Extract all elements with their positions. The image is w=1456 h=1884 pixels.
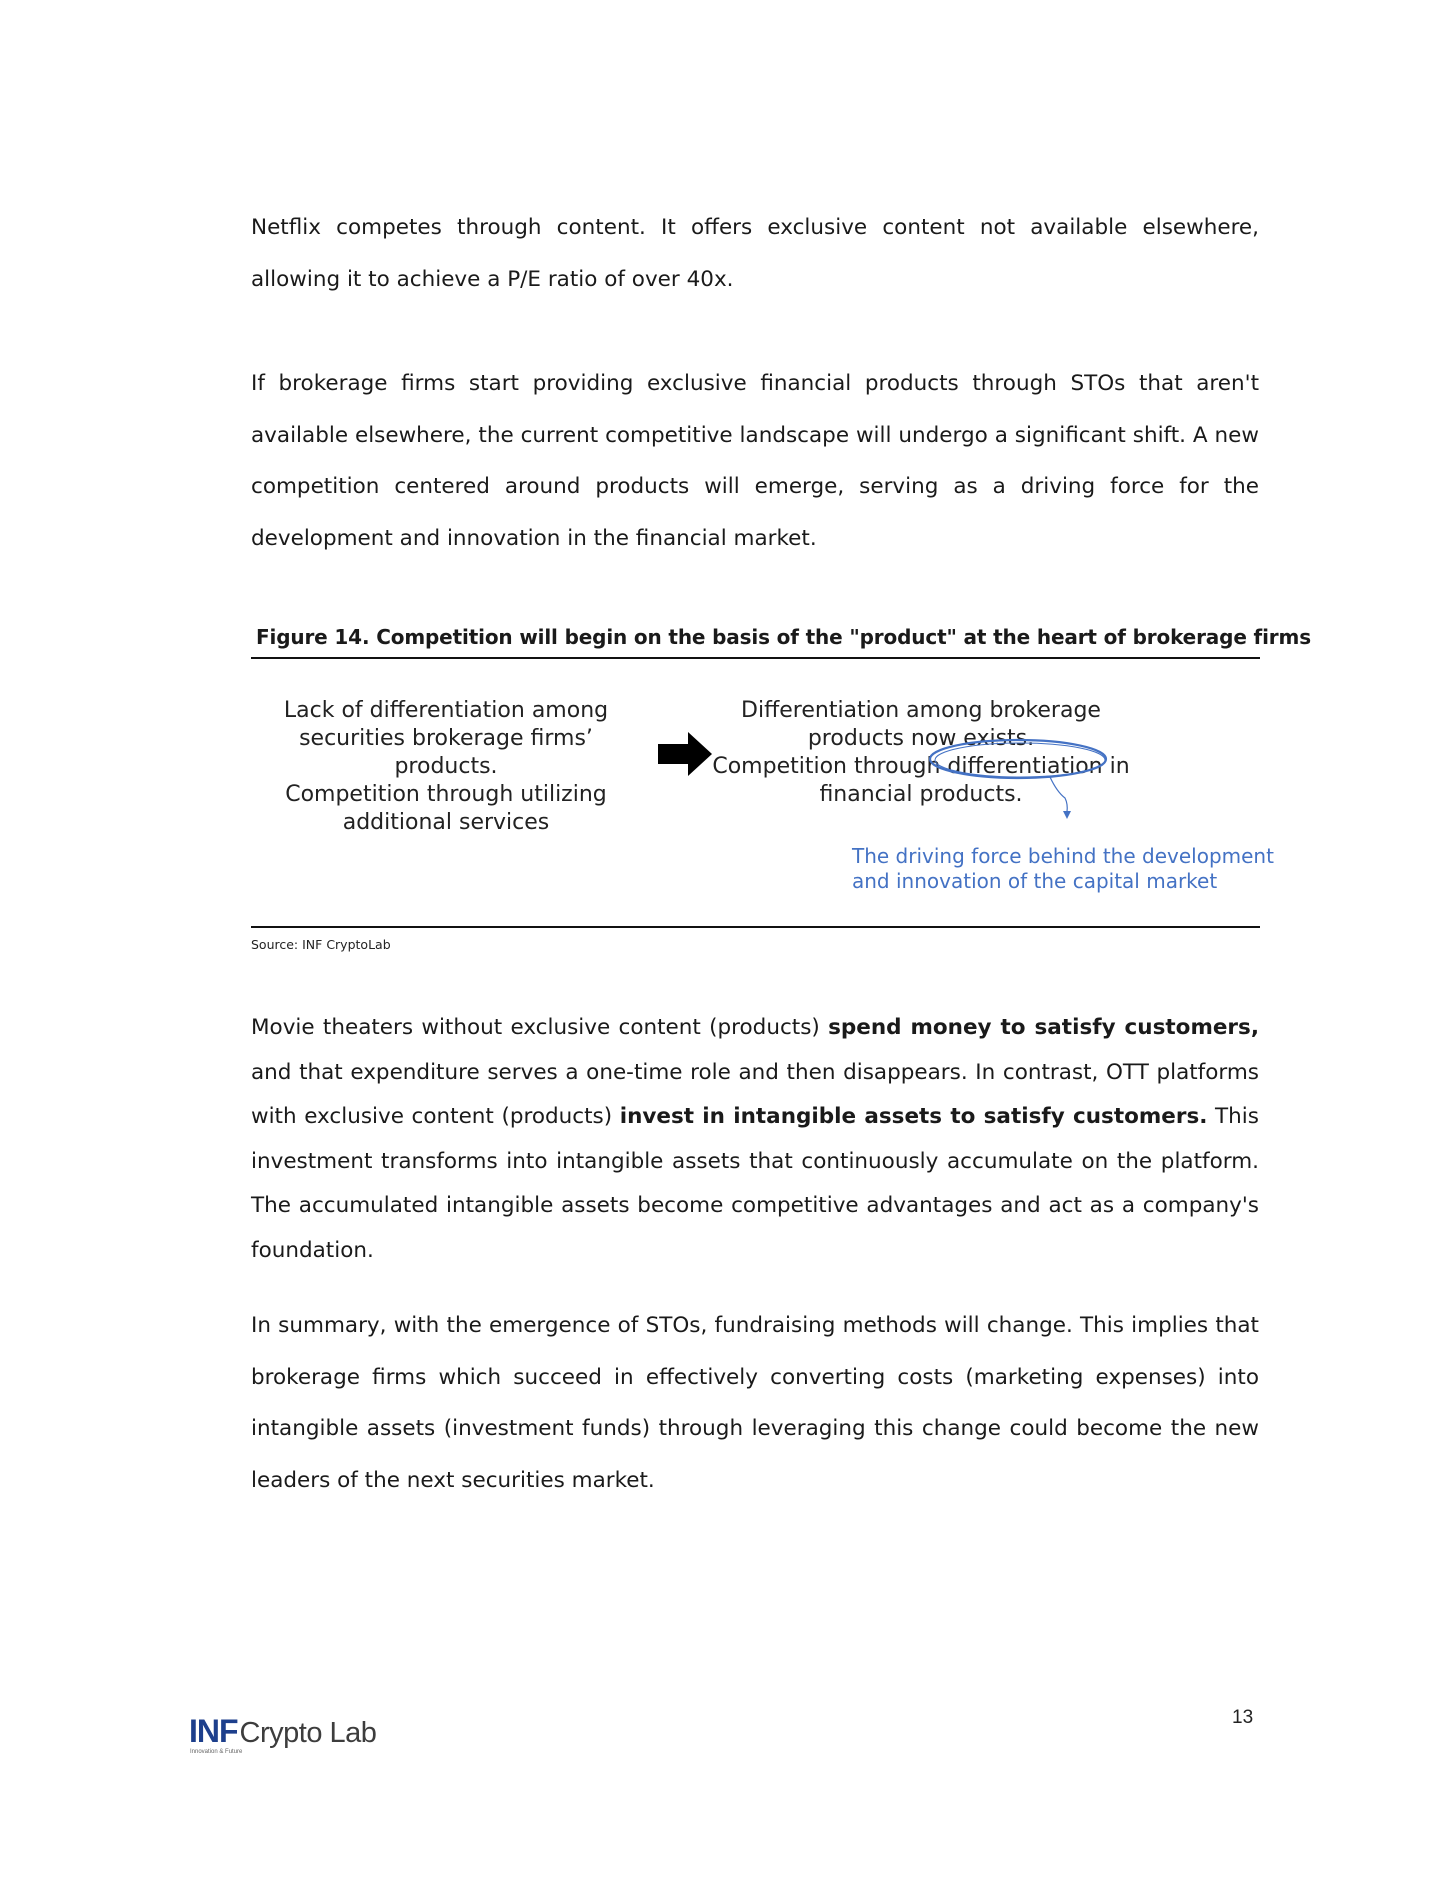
right-box-line: financial products.	[819, 782, 1023, 807]
figure-title: Figure 14. Competition will begin on the basis of the "product" at the heart of brokerage firms	[256, 625, 1311, 649]
paragraph-summary: In summary, with the emergence of STOs, fundraising methods will change. This implies that brokerage firms which succeed in effectively converting costs (marketing expenses) into intangible assets (investment funds) through leveraging this change could become the new leaders of the next securities market.	[251, 1313, 1259, 1493]
left-box-line: Lack of differentiation among	[283, 698, 609, 723]
annotation-line: The driving force behind the development	[852, 844, 1274, 868]
highlight-ellipse-icon	[924, 736, 1114, 836]
left-box-line: Competition through utilizing	[285, 782, 607, 807]
right-box-line: Differentiation among brokerage	[741, 698, 1101, 723]
figure-left-box	[246, 697, 646, 837]
page-number: 13	[1232, 1707, 1254, 1728]
logo-cryptolab: Crypto Lab	[239, 1717, 377, 1749]
figure-source: Source: INF CryptoLab	[251, 937, 391, 952]
paragraph-brokerage-shift: If brokerage firms start providing exclusive financial products through STOs that aren't available elsewhere, the current competitive landscape will undergo a significant shift. A new competition centered around products will emerge, serving as a driving force for the development and innovation in the financial market.	[251, 371, 1259, 551]
left-box-line: securities brokerage firms’ products.	[299, 726, 593, 779]
figure-annotation	[852, 844, 1274, 894]
right-box-line: Competition through differentiation in	[712, 754, 1130, 779]
p3-text: and that expenditure serves a one-time role and then disappears. In contrast, OTT platforms with exclusive content (products)	[251, 1059, 1259, 1129]
left-box-line: additional services	[342, 810, 550, 835]
logo-inf: INF	[189, 1713, 238, 1749]
p3-text: This investment transforms into intangible assets that continuously accumulate on the platform. The accumulated intangible assets become competitive advantages and act as a company's foundation.	[251, 1104, 1259, 1263]
figure-bottom-rule	[251, 926, 1260, 928]
paragraph-netflix: Netflix competes through content. It offers exclusive content not available elsewhere, allowing it to achieve a P/E ratio of over 40x.	[251, 215, 1259, 292]
figure-top-rule	[251, 657, 1260, 659]
p3-bold-invest: invest in intangible assets to satisfy customers.	[619, 1104, 1208, 1129]
annotation-line: and innovation of the capital market	[852, 869, 1218, 893]
paragraph-movie-theaters	[251, 1006, 1259, 1273]
p3-bold-spend: spend money to satisfy customers,	[828, 1015, 1259, 1040]
p3-text: Movie theaters without exclusive content (products)	[251, 1015, 829, 1040]
company-logo	[189, 1713, 389, 1761]
right-box-line: products now exists.	[807, 726, 1035, 751]
logo-tagline: Innovation & Future	[190, 1749, 243, 1755]
